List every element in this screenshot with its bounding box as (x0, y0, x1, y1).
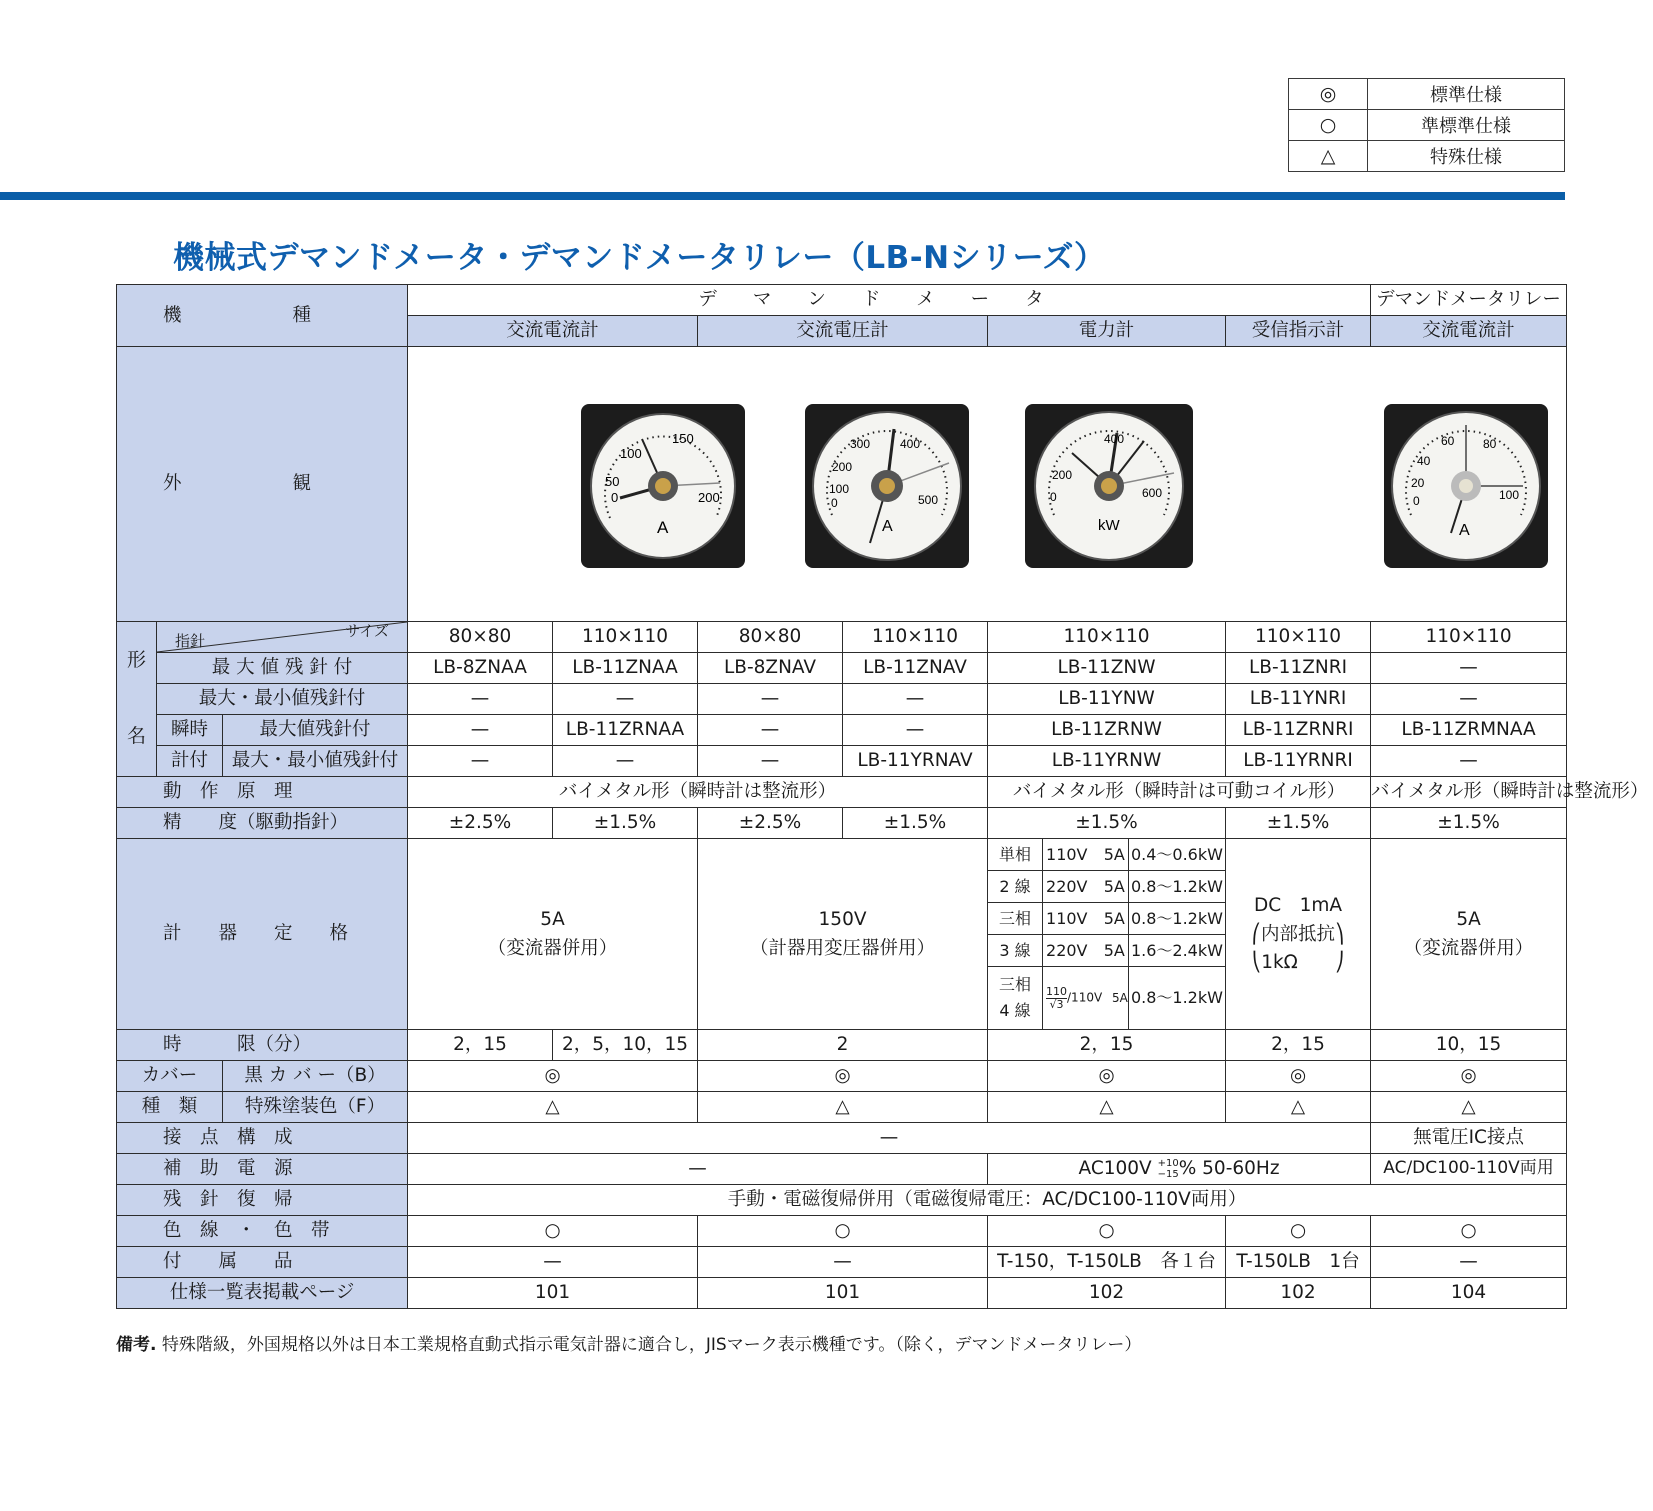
instant-maxmin-label: 最大・最小値残針付 (223, 746, 408, 777)
size-label: サイズ (345, 622, 390, 640)
legend-table (1288, 78, 1565, 172)
voltage-cell (1043, 967, 1129, 1030)
meter-tick: 500 (918, 493, 939, 507)
mark-cell: △ (1226, 1092, 1371, 1123)
phase-4w-1: 三相 (999, 975, 1032, 995)
page-cell: 102 (988, 1278, 1226, 1309)
legend-label: 特殊仕様 (1368, 141, 1565, 172)
meter-tick: 200 (832, 460, 853, 474)
rating-voltage-value: 150V (818, 908, 867, 930)
mark-cell: △ (698, 1092, 988, 1123)
time-cell: 2，5，10，15 (553, 1030, 698, 1061)
pointer-label: 指針 (175, 632, 206, 651)
mark-cell: ◎ (408, 1061, 698, 1092)
rating-current-value: 5A (540, 908, 565, 930)
meter-tick: 100 (829, 482, 850, 496)
size-cell: 110×110 (843, 622, 988, 653)
mark-cell: ○ (1371, 1216, 1567, 1247)
kw-cell: 0.8〜1.2kW (1128, 871, 1225, 903)
principle-label: 動 作 原 理 (117, 777, 408, 808)
accuracy-cell: ±1.5% (843, 808, 988, 839)
accuracy-label: 精 度（駆動指針） (117, 808, 408, 839)
meter-tick: 100 (620, 446, 642, 461)
size-cell: 110×110 (553, 622, 698, 653)
accuracy-cell: ±2.5% (698, 808, 843, 839)
model-cell: LB-8ZNAV (698, 653, 843, 684)
legend-symbol: △ (1289, 141, 1368, 172)
meter-tick: 100 (1499, 488, 1520, 502)
ampere-value: 5A (1103, 876, 1125, 896)
kw-cell: 0.4〜0.6kW (1128, 839, 1225, 871)
accessories-cell: — (408, 1247, 698, 1278)
black-cover-label: 黒 カ バ ー（B） (223, 1061, 408, 1092)
meter-tick: 0 (611, 490, 619, 505)
accuracy-cell: ±1.5% (1371, 808, 1567, 839)
kw-cell: 0.8〜1.2kW (1128, 967, 1225, 1030)
mark-cell: △ (1371, 1092, 1567, 1123)
ampere-value: 5A (1112, 990, 1128, 1005)
size-cell: 110×110 (1371, 622, 1567, 653)
model-cell: LB-11YNRI (1226, 684, 1371, 715)
kw-cell: 1.6〜2.4kW (1128, 935, 1225, 967)
model-cell: LB-11ZNAA (553, 653, 698, 684)
rating-receiver-cell (1226, 839, 1371, 1030)
model-cell: LB-11YRNW (988, 746, 1226, 777)
phase-cell (988, 967, 1043, 1030)
type-header: 交流電流計 (408, 316, 698, 347)
contact-label: 接 点 構 成 (117, 1123, 408, 1154)
note-label: 備考. (116, 1335, 157, 1355)
model-cell: — (843, 715, 988, 746)
cover-label-2: 種 類 (117, 1092, 223, 1123)
special-paint-label: 特殊塗装色（F） (223, 1092, 408, 1123)
model-cell: — (698, 746, 843, 777)
meter-tick: 0 (831, 496, 838, 510)
meter-tick: 0 (1050, 490, 1057, 504)
page-cell: 102 (1226, 1278, 1371, 1309)
meter-tick: 300 (850, 437, 871, 451)
instant-label-1: 瞬時 (157, 715, 223, 746)
receiver-line: ⎝1kΩ ⎠ (1251, 951, 1345, 973)
color-band-label: 色 線 ・ 色 帯 (117, 1216, 408, 1247)
rating-relay-cell (1371, 839, 1567, 1030)
receiver-line: ⎛内部抵抗⎞ (1251, 924, 1345, 946)
demand-meter-header (408, 285, 1371, 316)
pointer-size-header (157, 622, 408, 653)
type-header: 電力計 (988, 316, 1226, 347)
voltage-rest: /110V (1067, 990, 1103, 1005)
voltage-value: 220V (1046, 876, 1088, 896)
model-cell: LB-8ZNAA (408, 653, 553, 684)
time-cell: 2，15 (408, 1030, 553, 1061)
voltage-value: 110V (1046, 908, 1088, 928)
note-text: 特殊階級，外国規格以外は日本工業規格直動式指示電気計器に適合し，JISマーク表示機種です。（除く，デマンドメータリレー） (161, 1335, 1142, 1355)
phase-cell: 三相 (988, 903, 1043, 935)
rating-relay-note: （変流器併用） (1403, 938, 1534, 959)
accessories-label: 付 属 品 (117, 1247, 408, 1278)
mark-cell: ○ (408, 1216, 698, 1247)
voltage-cell (1043, 935, 1129, 967)
meter-tick: 0 (1413, 494, 1420, 508)
cover-label-1: カバー (117, 1061, 223, 1092)
mark-cell: ○ (1226, 1216, 1371, 1247)
model-cell: LB-11ZRNW (988, 715, 1226, 746)
kw-cell: 0.8〜1.2kW (1128, 903, 1225, 935)
model-cell: — (698, 715, 843, 746)
accessories-cell: T-150LB 1台 (1226, 1247, 1371, 1278)
meter-tick: 80 (1483, 437, 1497, 451)
meter-tick: 40 (1417, 454, 1431, 468)
meter-image (1024, 403, 1194, 569)
rating-power-table (988, 839, 1225, 1029)
mark-cell: ○ (698, 1216, 988, 1247)
ampere-value: 5A (1103, 908, 1125, 928)
aux-power-cell (988, 1154, 1371, 1185)
page-cell: 104 (1371, 1278, 1567, 1309)
accuracy-cell: ±2.5% (408, 808, 553, 839)
mark-cell: ◎ (698, 1061, 988, 1092)
tolerance-minus: −15 (1157, 1169, 1179, 1181)
meter-tick: 200 (1052, 468, 1073, 482)
kishu-header: 機 種 (117, 285, 408, 347)
voltage-cell (1043, 871, 1129, 903)
meter-tick: 400 (1104, 432, 1125, 446)
time-cell: 2，15 (1226, 1030, 1371, 1061)
phase-cell: 2 線 (988, 871, 1043, 903)
meter-tick: 50 (605, 474, 620, 489)
meter-tick: 60 (1441, 434, 1455, 448)
voltage-cell (1043, 903, 1129, 935)
header-rule (0, 192, 1565, 200)
model-cell: — (1371, 684, 1567, 715)
size-cell: 80×80 (408, 622, 553, 653)
rating-voltage-note: （計器用変圧器併用） (750, 938, 936, 959)
model-cell: LB-11YNW (988, 684, 1226, 715)
aux-power-label: 補 助 電 源 (117, 1154, 408, 1185)
aux-power-cell: — (408, 1154, 988, 1185)
rating-label: 計 器 定 格 (117, 839, 408, 1030)
meter-tick: 200 (698, 490, 720, 505)
model-cell: — (698, 684, 843, 715)
fraction-num: 110 (1046, 984, 1068, 998)
rating-current-note: （変流器併用） (487, 938, 618, 959)
type-header: 受信指示計 (1226, 316, 1371, 347)
model-cell: LB-11ZRNRI (1226, 715, 1371, 746)
accessories-cell: — (1371, 1247, 1567, 1278)
voltage-value: 220V (1046, 940, 1088, 960)
ampere-value: 5A (1103, 940, 1125, 960)
type-header: 交流電流計 (1371, 316, 1567, 347)
page-cell: 101 (698, 1278, 988, 1309)
maxmin-pointer-label: 最大・最小値残針付 (157, 684, 408, 715)
model-cell: — (1371, 653, 1567, 684)
model-cell: LB-11YRNAV (843, 746, 988, 777)
tolerance-plus: +10 (1157, 1158, 1179, 1170)
principle-cell: バイメタル形（瞬時計は可動コイル形） (988, 777, 1371, 808)
size-cell: 110×110 (1226, 622, 1371, 653)
rating-relay-value: 5A (1456, 908, 1481, 930)
model-cell: LB-11ZNW (988, 653, 1226, 684)
size-cell: 80×80 (698, 622, 843, 653)
principle-cell: バイメタル形（瞬時計は整流形） (1371, 777, 1567, 808)
contact-cell: — (408, 1123, 1371, 1154)
time-cell: 2 (698, 1030, 988, 1061)
legend-symbol: ◎ (1289, 79, 1368, 110)
model-cell: LB-11YRNRI (1226, 746, 1371, 777)
aux-voltage: AC100V (1078, 1158, 1152, 1180)
max-pointer-label: 最 大 値 残 針 付 (157, 653, 408, 684)
meter-unit: A (657, 518, 669, 537)
mark-cell: ◎ (1371, 1061, 1567, 1092)
model-cell: — (1371, 746, 1567, 777)
tolerance (1158, 1158, 1179, 1180)
reset-cell: 手動・電磁復帰併用（電磁復帰電圧：AC/DC100-110V両用） (408, 1185, 1567, 1216)
accessories-cell: — (698, 1247, 988, 1278)
spec-page-label: 仕様一覧表掲載ページ (117, 1278, 408, 1309)
legend-label: 準標準仕様 (1368, 110, 1565, 141)
form-label-cell (117, 622, 157, 777)
accuracy-cell: ±1.5% (553, 808, 698, 839)
instant-label-2: 計付 (157, 746, 223, 777)
time-cell: 2，15 (988, 1030, 1226, 1061)
model-cell: LB-11ZNRI (1226, 653, 1371, 684)
voltage-value: 110V (1046, 844, 1088, 864)
aux-power-cell: AC/DC100-110V両用 (1371, 1154, 1567, 1185)
type-header: 交流電圧計 (698, 316, 988, 347)
legend-label: 標準仕様 (1368, 79, 1565, 110)
meter-unit: kW (1098, 517, 1120, 534)
page-cell: 101 (408, 1278, 698, 1309)
aux-frequency: % 50-60Hz (1178, 1158, 1280, 1180)
legend-symbol: ○ (1289, 110, 1368, 141)
model-cell: — (553, 746, 698, 777)
phase-4w-2: 4 線 (999, 1001, 1031, 1020)
page-title: 機械式デマンドメータ・デマンドメータリレー（LB-Nシリーズ） (173, 240, 1106, 276)
ampere-value: 5A (1103, 844, 1125, 864)
instant-max-label: 最大値残針付 (223, 715, 408, 746)
meter-image (804, 403, 970, 569)
model-cell: LB-11ZRNAA (553, 715, 698, 746)
phase-cell: 単相 (988, 839, 1043, 871)
mark-cell: △ (988, 1092, 1226, 1123)
mark-cell: ◎ (988, 1061, 1226, 1092)
accessories-cell: T-150，T-150LB 各１台 (988, 1247, 1226, 1278)
meter-unit: A (1459, 522, 1470, 539)
form-label-1: 形 (126, 649, 146, 672)
model-cell: LB-11ZRMNAA (1371, 715, 1567, 746)
rating-power-cell (988, 839, 1226, 1030)
time-label: 時 限（分） (117, 1030, 408, 1061)
fraction-den: √3 (1049, 997, 1064, 1011)
meter-tick: 400 (900, 437, 921, 451)
note (116, 1330, 1141, 1355)
sqrt3-fraction (1046, 986, 1067, 1010)
voltage-cell (1043, 839, 1129, 871)
appearance-header: 外 観 (117, 347, 408, 622)
receiver-line: DC 1mA (1253, 895, 1343, 917)
accuracy-cell: ±1.5% (1226, 808, 1371, 839)
form-label-2: 名 (126, 725, 146, 747)
meter-tick: 600 (1142, 486, 1163, 500)
size-cell: 110×110 (988, 622, 1226, 653)
rating-voltage-cell (698, 839, 988, 1030)
model-cell: — (408, 684, 553, 715)
mark-cell: △ (408, 1092, 698, 1123)
meter-tick: 20 (1411, 476, 1425, 490)
relay-header: デマンドメータリレー (1371, 285, 1567, 316)
time-cell: 10，15 (1371, 1030, 1567, 1061)
model-cell: — (553, 684, 698, 715)
meter-unit: A (882, 518, 893, 535)
model-cell: — (408, 715, 553, 746)
model-cell: — (408, 746, 553, 777)
contact-cell: 無電圧IC接点 (1371, 1123, 1567, 1154)
phase-cell: 3 線 (988, 935, 1043, 967)
accuracy-cell: ±1.5% (988, 808, 1226, 839)
meter-image (1383, 403, 1549, 569)
demand-meter-label: デマンドメータ (698, 289, 1080, 311)
meter-tick: 150 (672, 431, 694, 446)
rating-current-cell (408, 839, 698, 1030)
meter-image (580, 403, 746, 569)
mark-cell: ○ (988, 1216, 1226, 1247)
model-cell: — (843, 684, 988, 715)
principle-cell: バイメタル形（瞬時計は整流形） (408, 777, 988, 808)
model-cell: LB-11ZNAV (843, 653, 988, 684)
mark-cell: ◎ (1226, 1061, 1371, 1092)
reset-label: 残 針 復 帰 (117, 1185, 408, 1216)
